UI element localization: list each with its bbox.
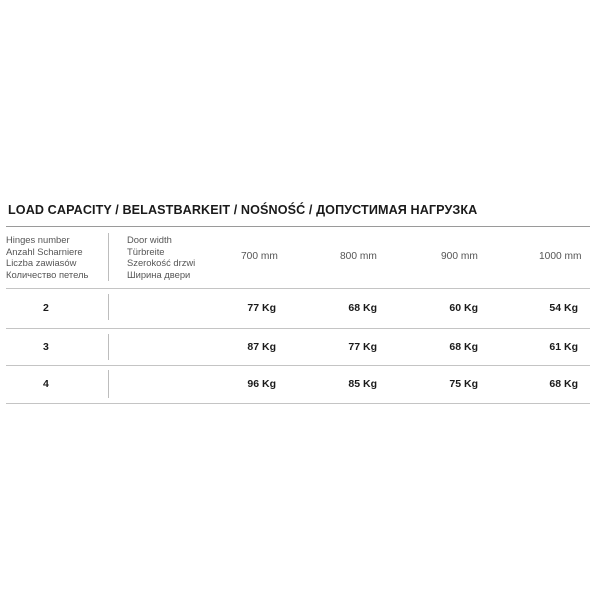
- width-header-700: 700 mm: [241, 251, 278, 262]
- width-header-1000: 1000 mm: [539, 251, 582, 262]
- row-divider: [6, 328, 590, 329]
- hinges-header-pl: Liczba zawiasów: [6, 257, 77, 268]
- table-row-hinges: 2: [43, 302, 49, 314]
- table-title: LOAD CAPACITY / BELASTBARKEIT / NOŚNOŚĆ / ДОПУСТИМАЯ НАГРУЗКА: [8, 203, 478, 217]
- table-cell: 96 Kg: [247, 378, 276, 390]
- table-row-hinges: 3: [43, 341, 49, 353]
- width-header-800: 800 mm: [340, 251, 377, 262]
- row-divider: [6, 403, 590, 404]
- width-header-900: 900 mm: [441, 251, 478, 262]
- column-divider: [108, 294, 109, 320]
- column-divider: [108, 233, 109, 281]
- table-cell: 68 Kg: [549, 378, 578, 390]
- table-cell: 68 Kg: [348, 302, 377, 314]
- table-cell: 61 Kg: [549, 341, 578, 353]
- title-rule: [6, 226, 590, 227]
- door-header-en: Door width: [127, 234, 172, 245]
- table-cell: 68 Kg: [449, 341, 478, 353]
- table-cell: 75 Kg: [449, 378, 478, 390]
- hinges-header-en: Hinges number: [6, 234, 70, 245]
- hinges-header-ru: Количество петель: [6, 268, 89, 280]
- row-divider: [6, 365, 590, 366]
- hinges-number-header: [6, 234, 88, 280]
- table-cell: 85 Kg: [348, 378, 377, 390]
- table-cell: 77 Kg: [348, 341, 377, 353]
- column-divider: [108, 370, 109, 398]
- table-cell: 77 Kg: [247, 302, 276, 314]
- table-cell: 87 Kg: [247, 341, 276, 353]
- door-header-de: Türbreite: [127, 245, 165, 257]
- table-cell: 54 Kg: [549, 302, 578, 314]
- table-cell: 60 Kg: [449, 302, 478, 314]
- door-header-ru: Ширина двери: [127, 268, 191, 280]
- hinges-header-de: Anzahl Scharniere: [6, 245, 83, 257]
- column-divider: [108, 334, 109, 360]
- row-divider: [6, 288, 590, 289]
- table-row-hinges: 4: [43, 378, 49, 390]
- door-header-pl: Szerokość drzwi: [127, 257, 196, 268]
- door-width-header: [127, 234, 195, 280]
